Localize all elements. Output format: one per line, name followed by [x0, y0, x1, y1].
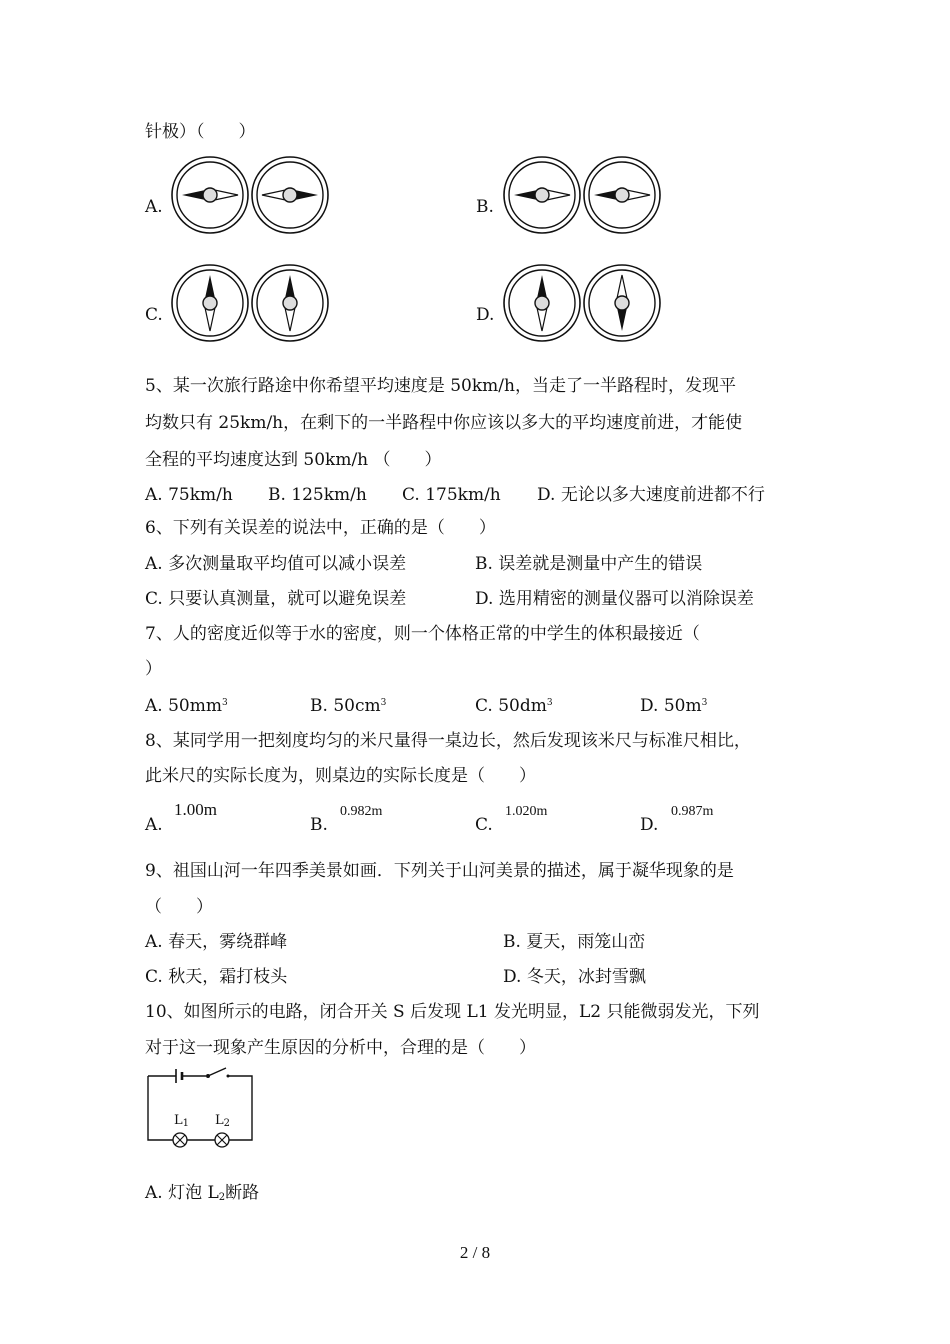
compass-icon [584, 157, 660, 233]
q8-option-d-value: 0.987m [671, 804, 714, 819]
q6-option-b: B. 误差就是测量中产生的错误 [475, 554, 703, 574]
compass-icon [172, 265, 248, 341]
lamp-l1-icon [173, 1133, 187, 1147]
q4-option-c-label: C. [145, 305, 163, 325]
q4-option-d-label: D. [476, 305, 495, 325]
q4-option-b-label: B. [476, 197, 494, 217]
q4-stem-tail: 针极）（ ） [145, 122, 256, 142]
q7-option-c [475, 696, 553, 716]
q4-option-c-compass-figure [170, 263, 335, 343]
q9-stem-cont: （ ） [145, 897, 213, 917]
q7-option-a [145, 696, 228, 716]
option-value: 50cm [333, 696, 381, 716]
option-value: 50dm [498, 696, 547, 716]
lamp-index: 1 [182, 1118, 190, 1129]
q4-option-a-label: A. [145, 197, 163, 217]
q4-option-b-compass-figure [502, 155, 667, 235]
q8-option-d-label: D. [640, 815, 659, 835]
q9-option-c: C. 秋天，霜打枝头 [145, 967, 288, 987]
option-exponent: 3 [221, 698, 228, 708]
circuit-label-l2 [215, 1111, 230, 1131]
compass-icon [504, 265, 580, 341]
q10-option-a [145, 1183, 259, 1203]
q8-stem-line-1: 8、某同学用一把刻度均匀的米尺量得一桌边长，然后发现该米尺与标准尺相比， [145, 731, 751, 751]
q6-option-d: D. 选用精密的测量仪器可以消除误差 [475, 589, 754, 609]
compass-icon [252, 157, 328, 233]
q9-stem: 9、祖国山河一年四季美景如画．下列关于山河美景的描述，属于凝华现象的是 [145, 861, 734, 881]
lamp-index: 2 [218, 1192, 226, 1203]
q8-option-a-value: 1.00m [174, 800, 217, 819]
q8-stem-line-2: 此米尺的实际长度为，则桌边的实际长度是（ ） [145, 766, 536, 786]
option-label: A. [145, 696, 163, 716]
lamp-letter: L [174, 1113, 183, 1128]
q7-option-b [310, 696, 386, 716]
battery-icon [176, 1069, 206, 1083]
page-number: 2 / 8 [459, 1243, 491, 1262]
compass-icon [172, 157, 248, 233]
q6-stem: 6、下列有关误差的说法中，正确的是（ ） [145, 518, 496, 538]
compass-icon [252, 265, 328, 341]
q8-option-b-label: B. [310, 815, 328, 835]
q5-option-b: B. 125km/h [268, 485, 367, 505]
q5-option-c: C. 175km/h [402, 485, 501, 505]
q10-stem-line-2: 对于这一现象产生原因的分析中，合理的是（ ） [145, 1038, 536, 1058]
q8-option-a-label: A. [145, 815, 163, 835]
compass-icon [504, 157, 580, 233]
q6-option-a: A. 多次测量取平均值可以减小误差 [145, 554, 407, 574]
lamp-l2-icon [215, 1133, 229, 1147]
q6-option-c: C. 只要认真测量，就可以避免误差 [145, 589, 407, 609]
q9-option-b: B. 夏天，雨笼山峦 [503, 932, 646, 952]
q5-stem-line-1: 5、某一次旅行路途中你希望平均速度是 50km/h，当走了一半路程时，发现平 [145, 376, 736, 396]
lamp-index: 2 [223, 1118, 231, 1129]
q9-option-d: D. 冬天，冰封雪飘 [503, 967, 646, 987]
option-exponent: 3 [546, 698, 553, 708]
q7-stem-cont: ） [145, 659, 162, 679]
q7-stem: 7、人的密度近似等于水的密度，则一个体格正常的中学生的体积最接近（ [145, 624, 700, 644]
q9-option-a: A. 春天，雾绕群峰 [145, 932, 288, 952]
q7-option-d [640, 696, 707, 716]
q5-option-a: A. 75km/h [145, 485, 233, 505]
q5-stem-line-2: 均数只有 25km/h，在剩下的一半路程中你应该以多大的平均速度前进，才能使 [145, 413, 743, 433]
q10-circuit-diagram [140, 1066, 260, 1146]
q10-stem-line-1: 10、如图所示的电路，闭合开关 S 后发现 L1 发光明显，L2 只能微弱发光，下列 [145, 1002, 760, 1022]
option-text: A. 灯泡 L [145, 1183, 219, 1203]
lamp-letter: L [215, 1113, 224, 1128]
circuit-label-l1 [174, 1111, 189, 1131]
q5-stem-line-3: 全程的平均速度达到 50km/h （ ） [145, 450, 442, 470]
option-label: D. [640, 696, 659, 716]
option-value: 50m [663, 696, 702, 716]
q8-option-b-value: 0.982m [340, 804, 383, 819]
option-label: B. [310, 696, 328, 716]
option-exponent: 3 [380, 698, 387, 708]
q8-option-c-value: 1.020m [505, 804, 548, 819]
q4-option-a-compass-figure [170, 155, 335, 235]
switch-icon [206, 1068, 230, 1078]
option-exponent: 3 [701, 698, 708, 708]
option-label: C. [475, 696, 493, 716]
q4-option-d-compass-figure [502, 263, 667, 343]
compass-icon [584, 265, 660, 341]
option-text: 断路 [225, 1183, 260, 1203]
option-value: 50mm [168, 696, 222, 716]
q8-option-c-label: C. [475, 815, 493, 835]
q5-option-d: D. 无论以多大速度前进都不行 [537, 485, 765, 505]
